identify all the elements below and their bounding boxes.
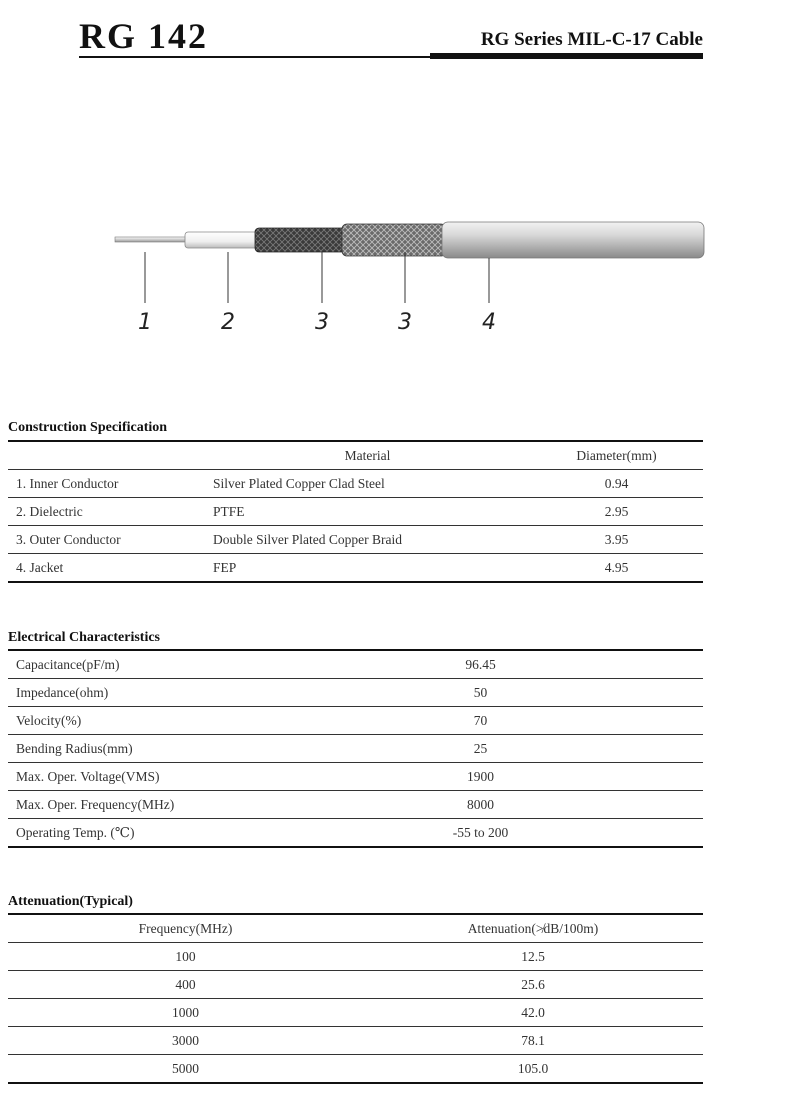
table-row (8, 1027, 703, 1055)
cell-attenuation: 105.0 (517, 1060, 549, 1076)
header-rule-accent (430, 53, 703, 59)
table-row (8, 791, 703, 819)
table-row (8, 650, 703, 679)
table-row (8, 470, 703, 498)
cell-value: 8000 (467, 796, 494, 812)
table-row (8, 819, 703, 848)
table-row (8, 943, 703, 971)
construction-table (8, 440, 703, 583)
table-row (8, 763, 703, 791)
table-row (8, 707, 703, 735)
attenuation-title: Attenuation(Typical) (8, 894, 133, 909)
braid-inner (255, 228, 347, 252)
column-header: Attenuation(≯dB/100m) (467, 920, 599, 936)
column-header: Diameter(mm) (576, 447, 657, 463)
diagram-label: 3 (315, 310, 329, 335)
cell-parameter: Bending Radius(mm) (16, 740, 133, 756)
table-row (8, 554, 703, 583)
cell-attenuation: 25.6 (521, 976, 545, 992)
cell-component: 1. Inner Conductor (16, 475, 119, 491)
table-row (8, 679, 703, 707)
cell-frequency: 3000 (172, 1032, 199, 1048)
table-row (8, 735, 703, 763)
cell-diameter: 2.95 (604, 503, 629, 519)
table-row (8, 526, 703, 554)
cell-value: 50 (473, 684, 488, 700)
cell-material: FEP (213, 559, 237, 575)
cell-component: 4. Jacket (16, 559, 64, 575)
cable-diagram (0, 200, 800, 350)
cell-attenuation: 42.0 (521, 1004, 545, 1020)
cell-component: 3. Outer Conductor (16, 531, 121, 547)
braid-outer (342, 224, 446, 256)
diagram-label: 2 (221, 310, 235, 335)
cell-attenuation: 12.5 (521, 948, 545, 964)
table-row (8, 498, 703, 526)
cell-parameter: Operating Temp. (℃) (16, 824, 135, 840)
table-row (8, 1055, 703, 1084)
cell-material: Double Silver Plated Copper Braid (213, 531, 402, 547)
cell-diameter: 3.95 (604, 531, 629, 547)
table-row (8, 971, 703, 999)
cell-attenuation: 78.1 (521, 1032, 545, 1048)
inner-conductor (115, 237, 190, 242)
cell-parameter: Capacitance(pF/m) (16, 656, 120, 672)
page-title: RG 142 (79, 16, 208, 56)
cell-value: 25 (473, 740, 488, 756)
cell-parameter: Max. Oper. Voltage(VMS) (16, 768, 160, 784)
cell-component: 2. Dielectric (16, 503, 83, 519)
column-header: Material (344, 447, 391, 463)
cell-frequency: 400 (175, 976, 196, 992)
cell-value: 1900 (467, 768, 494, 784)
cell-value: 70 (473, 712, 488, 728)
cell-diameter: 4.95 (604, 559, 629, 575)
construction-title: Construction Specification (8, 420, 168, 435)
cell-parameter: Velocity(%) (16, 712, 82, 728)
jacket (442, 222, 704, 258)
cell-frequency: 5000 (172, 1060, 199, 1076)
dielectric (185, 232, 260, 248)
cell-parameter: Max. Oper. Frequency(MHz) (16, 796, 175, 812)
table-header-row (8, 441, 703, 470)
electrical-title: Electrical Characteristics (8, 630, 160, 645)
table-header-row (8, 914, 703, 943)
page-subtitle: RG Series MIL-C-17 Cable (480, 29, 703, 50)
cell-material: Silver Plated Copper Clad Steel (213, 475, 385, 491)
diagram-label: 3 (398, 310, 412, 335)
cell-diameter: 0.94 (604, 475, 629, 491)
table-row (8, 999, 703, 1027)
cell-material: PTFE (213, 503, 245, 519)
cell-value: -55 to 200 (452, 824, 509, 840)
cell-parameter: Impedance(ohm) (16, 684, 109, 700)
cell-frequency: 100 (175, 948, 196, 964)
cell-frequency: 1000 (172, 1004, 199, 1020)
column-header (8, 441, 205, 470)
electrical-table (8, 649, 703, 848)
diagram-label: 1 (138, 310, 152, 335)
column-header: Frequency(MHz) (138, 920, 233, 936)
cell-value: 96.45 (465, 656, 496, 672)
diagram-label: 4 (482, 310, 496, 335)
attenuation-table (8, 913, 703, 1084)
